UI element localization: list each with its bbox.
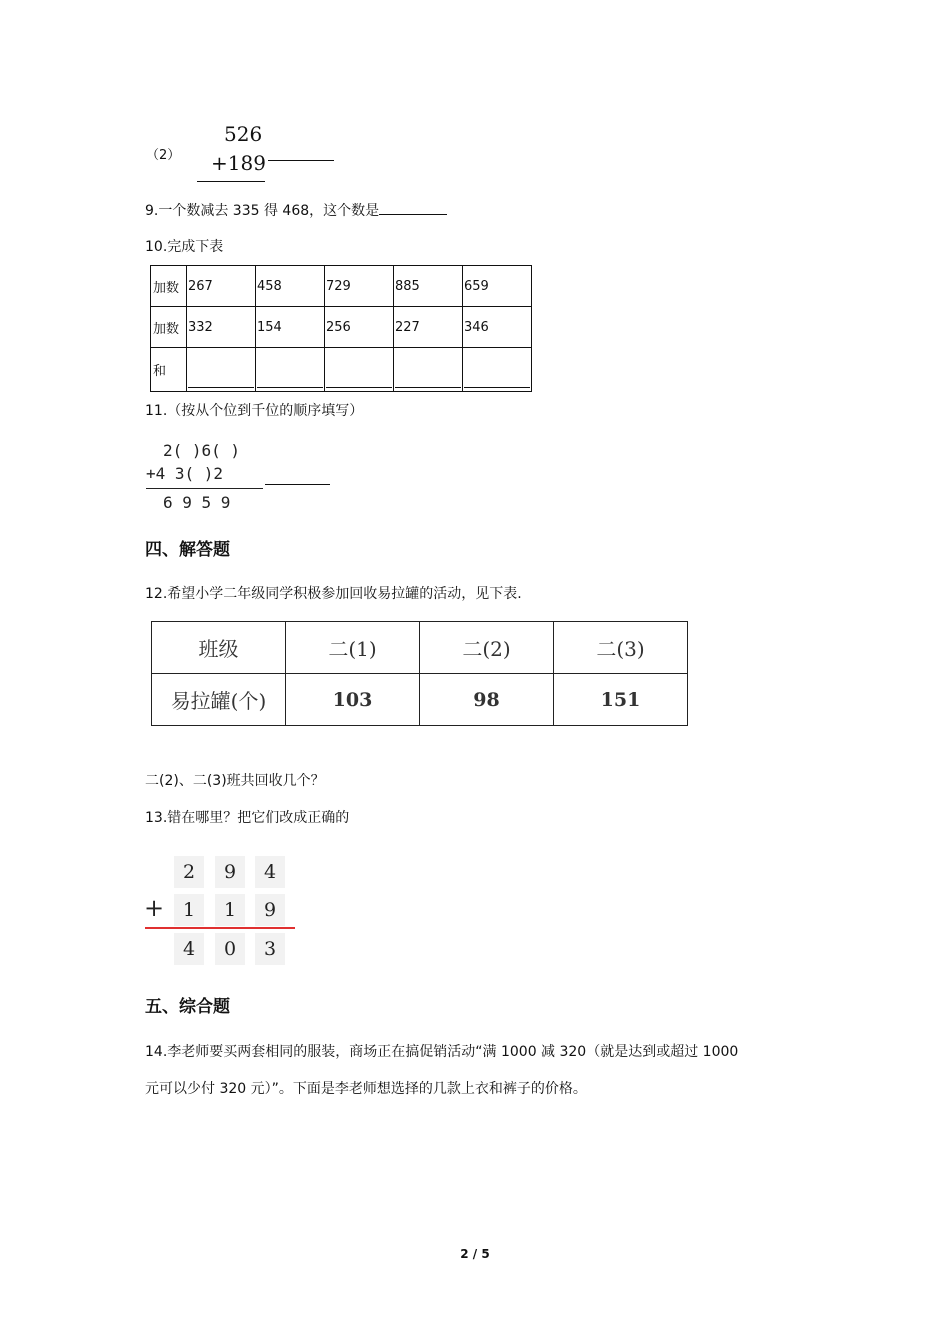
sum-blank[interactable] bbox=[187, 348, 256, 392]
q11-line2: +4 3( )2 bbox=[146, 464, 224, 483]
table-cell: 332 bbox=[187, 307, 256, 348]
q10-question: 10.完成下表 bbox=[145, 239, 224, 255]
table-row bbox=[151, 307, 532, 348]
table-cell: 659 bbox=[463, 266, 532, 307]
section-4-title: 四、解答题 bbox=[145, 540, 230, 560]
q8-2-answer-blank[interactable] bbox=[268, 160, 334, 161]
page-number: 2 / 5 bbox=[460, 1247, 490, 1261]
digit-cell: 2 bbox=[174, 856, 204, 888]
q12-table bbox=[151, 621, 688, 726]
table-cell: 154 bbox=[256, 307, 325, 348]
q11-line3: 6 9 5 9 bbox=[163, 493, 231, 512]
digit-cell: 9 bbox=[215, 856, 245, 888]
q9-question bbox=[145, 200, 447, 220]
q11-line1: 2( )6( ) bbox=[163, 441, 241, 460]
row-label: 和 bbox=[151, 348, 187, 392]
q14-line2: 元可以少付 320 元）”。下面是李老师想选择的几款上衣和裤子的价格。 bbox=[145, 1081, 587, 1097]
q13-question: 13.错在哪里？把它们改成正确的 bbox=[145, 810, 350, 826]
table-cell: 103 bbox=[286, 674, 420, 726]
table-cell: 458 bbox=[256, 266, 325, 307]
table-cell: 151 bbox=[554, 674, 688, 726]
sum-blank[interactable] bbox=[463, 348, 532, 392]
row-label: 易拉罐(个) bbox=[152, 674, 286, 726]
q12-subquestion: 二(2)、二(3)班共回收几个？ bbox=[145, 773, 325, 789]
table-row bbox=[151, 266, 532, 307]
digit-cell: 1 bbox=[215, 894, 245, 926]
q8-2-bottom-number: +189 bbox=[211, 151, 266, 175]
digit-cell: 9 bbox=[255, 894, 285, 926]
table-row bbox=[151, 348, 532, 392]
table-cell: 256 bbox=[325, 307, 394, 348]
q10-table bbox=[150, 265, 532, 392]
table-header-cell: 二(3) bbox=[554, 622, 688, 674]
q9-text: 9.一个数减去 335 得 468，这个数是 bbox=[145, 203, 380, 219]
digit-cell: 4 bbox=[255, 856, 285, 888]
q11-sum-line bbox=[146, 488, 263, 489]
section-5-title: 五、综合题 bbox=[145, 997, 230, 1017]
sum-blank[interactable] bbox=[325, 348, 394, 392]
table-cell: 885 bbox=[394, 266, 463, 307]
q12-question: 12.希望小学二年级同学积极参加回收易拉罐的活动，见下表. bbox=[145, 586, 522, 602]
plus-sign: + bbox=[144, 894, 165, 922]
table-header-cell: 班级 bbox=[152, 622, 286, 674]
table-header-cell: 二(1) bbox=[286, 622, 420, 674]
table-cell: 98 bbox=[420, 674, 554, 726]
sum-blank[interactable] bbox=[256, 348, 325, 392]
table-cell: 267 bbox=[187, 266, 256, 307]
q14-line1: 14.李老师要买两套相同的服装，商场正在搞促销活动“满 1000 减 320（就是达到或超过 1000 bbox=[145, 1044, 739, 1060]
row-label: 加数 bbox=[151, 266, 187, 307]
q11-question: 11.（按从个位到千位的顺序填写） bbox=[145, 403, 364, 419]
q11-answer-blank[interactable] bbox=[265, 484, 330, 485]
digit-cell: 0 bbox=[215, 933, 245, 965]
q8-2-sum-line bbox=[197, 181, 265, 182]
sum-blank[interactable] bbox=[394, 348, 463, 392]
row-label: 加数 bbox=[151, 307, 187, 348]
table-cell: 346 bbox=[463, 307, 532, 348]
q9-answer-blank[interactable] bbox=[379, 213, 447, 215]
q8-2-top-number: 526 bbox=[224, 122, 263, 146]
digit-cell: 4 bbox=[174, 933, 204, 965]
table-cell: 729 bbox=[325, 266, 394, 307]
table-row bbox=[152, 674, 688, 726]
table-header-cell: 二(2) bbox=[420, 622, 554, 674]
digit-cell: 3 bbox=[255, 933, 285, 965]
digit-cell: 1 bbox=[174, 894, 204, 926]
q8-2-label: （2） bbox=[146, 148, 181, 163]
red-sum-line bbox=[145, 927, 295, 929]
table-cell: 227 bbox=[394, 307, 463, 348]
table-row bbox=[152, 622, 688, 674]
